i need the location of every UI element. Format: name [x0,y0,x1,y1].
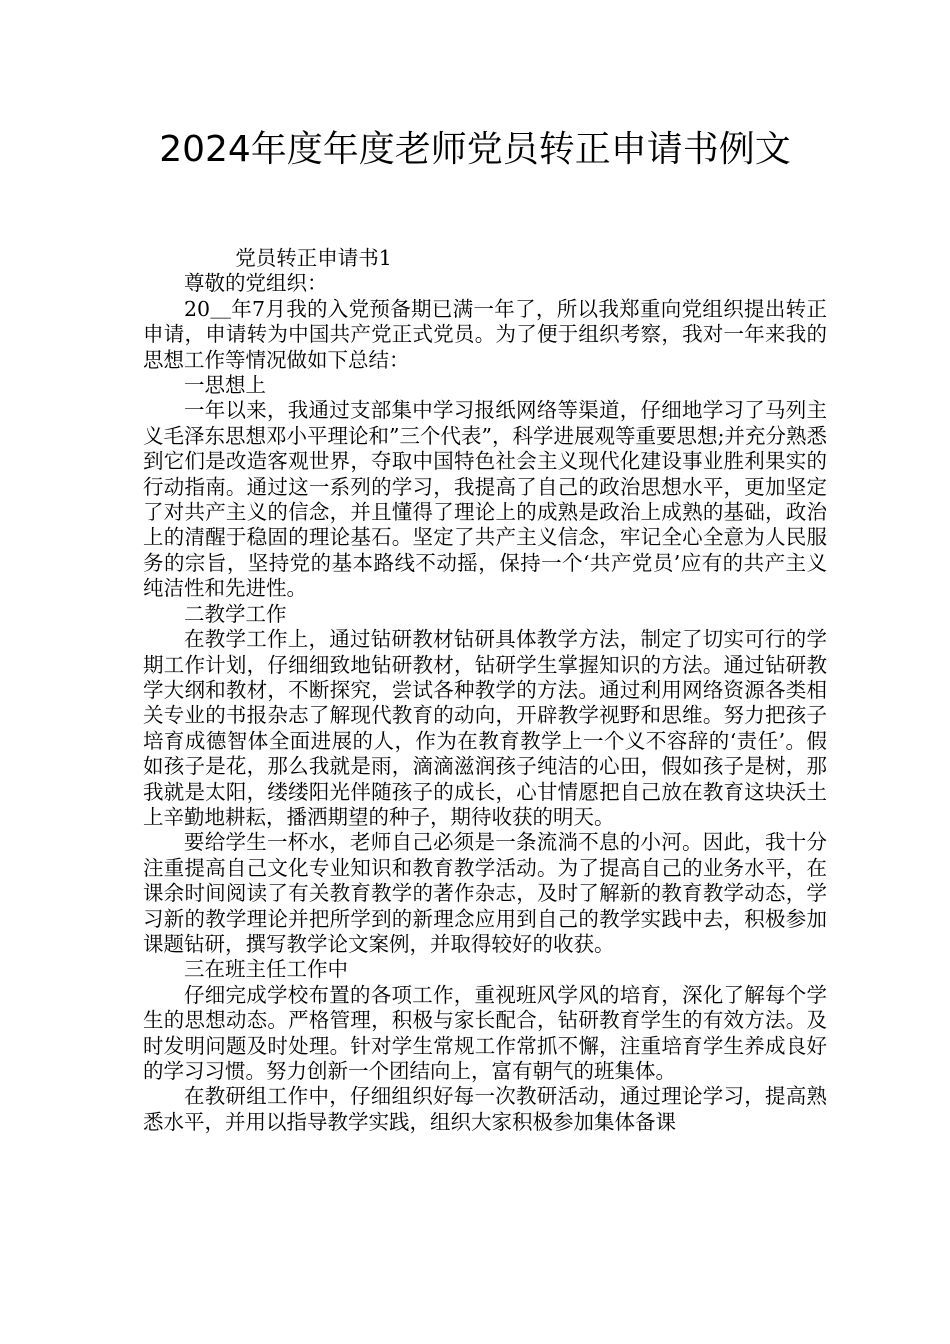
paragraph-research-group: 在教研组工作中，仔细组织好每一次教研活动，通过理论学习，提高熟悉水平，并用以指导教学实践，组织大家积极参加集体备课 [143,1084,827,1134]
letter-heading: 党员转正申请书1 [235,246,392,270]
document-title: 2024年度年度老师党员转正申请书例文 [159,129,791,170]
salutation: 尊敬的党组织： [184,271,328,296]
paragraph-self-improvement: 要给学生一杯水，老师自己必须是一条流淌不息的小河。因此，我十分注重提高自己文化专业知识和教育教学活动。为了提高自己的业务水平，在课余时间阅读了有关教育教学的著作杂志，及时了解新的教育教学动态，学习新的教学理论并把所学到的新理念应用到自己的教学实践中去，积极参加课题钻研，撰写教学论文案例，并取得较好的收获。 [143,830,827,956]
paragraph-teaching: 在教学工作上，通过钻研教材钻研具体教学方法，制定了切实可行的学期工作计划，仔细细致地钻研教材，钻研学生掌握知识的方法。通过钻研教学大纲和教材，不断探究，尝试各种教学的方法。通过利用网络资源各类相关专业的书报杂志了解现代教育的动向，开辟教学视野和思维。努力把孩子培育成德智体全面进展的人，作为在教育教学上一个义不容辞的‘责任’。假如孩子是花，那么我就是雨，滴滴滋润孩子纯洁的心田，假如孩子是树，那我就是太阳，缕缕阳光伴随孩子的成长，心甘情愿把自己放在教育这块沃土上辛勤地耕耘，播洒期望的种子，期待收获的明天。 [143,627,827,829]
paragraph-class-teacher: 仔细完成学校布置的各项工作，重视班风学风的培育，深化了解每个学生的思想动态。严格管理，积极与家长配合，钻研教育学生的有效方法。及时发明问题及时处理。针对学生常规工作常抓不懈，注重培育学生养成良好的学习习惯。努力创新一个团结向上，富有朝气的班集体。 [143,982,827,1083]
section-heading-teaching: 二教学工作 [184,601,287,626]
paragraph-intro: 20＿年7月我的入党预备期已满一年了，所以我郑重向党组织提出转正申请，申请转为中国共产党正式党员。为了便于组织考察，我对一年来我的思想工作等情况做如下总结： [143,296,827,372]
document-body [143,246,827,1135]
section-heading-class-teacher: 三在班主任工作中 [184,957,348,982]
paragraph-thought: 一年以来，我通过支部集中学习报纸网络等渠道，仔细地学习了马列主义毛泽东思想邓小平理论和”三个代表”，科学进展观等重要思想;并充分熟悉到它们是改造客观世界，夺取中国特色社会主义现代化建设事业胜利果实的行动指南。通过这一系列的学习，我提高了自己的政治思想水平，更加坚定了对共产主义的信念，并且懂得了理论上的成熟是政治上成熟的基础，政治上的清醒于稳固的理论基石。坚定了共产主义信念，牢记全心全意为人民服务的宗旨，坚持党的基本路线不动摇，保持一个‘共产党员’应有的共产主义纯洁性和先进性。 [143,398,827,601]
section-heading-thought: 一思想上 [184,373,266,398]
